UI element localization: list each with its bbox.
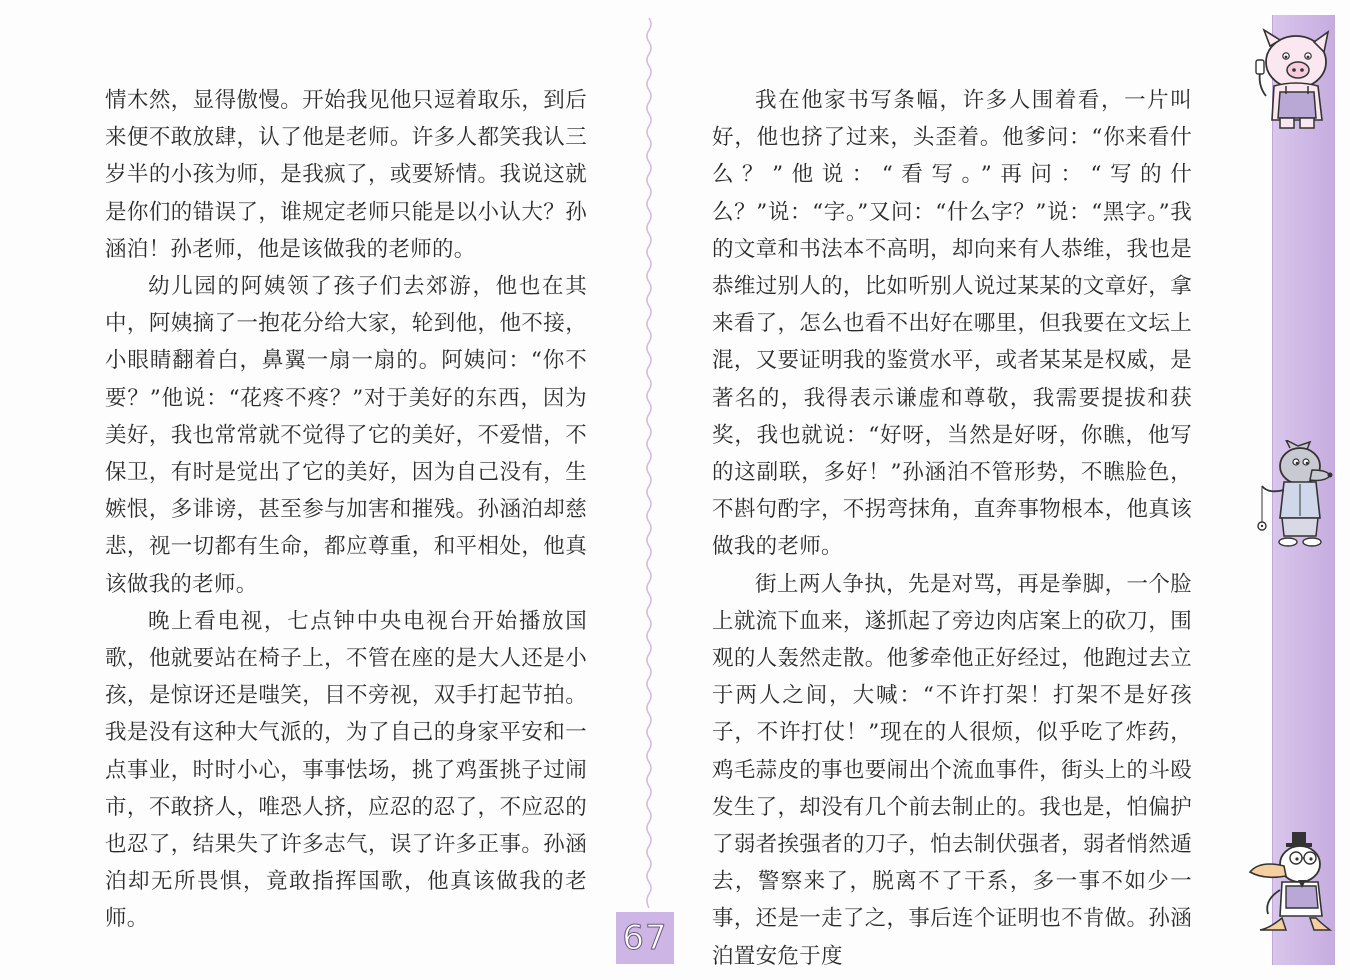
- wolf-mascot-icon: [1250, 440, 1340, 555]
- left-paragraph-1: 情木然，显得傲慢。开始我见他只逗着取乐，到后来便不敢放肆，认了他是老师。许多人都笑我认三岁半的小孩为师，是我疯了，或要矫情。我说这就是你们的错误了，谁规定老师只能是以小认大？孙涵泊！孙老师，他是该做我的老师的。: [105, 88, 587, 262]
- right-paragraph-1: 我在他家书写条幅，许多人围着看，一片叫好，他也挤了过来，头歪着。他爹问：“你来看什么？”他说：“看写。”再问：“写的什么？”说：“字。”又问：“什么字？”说：“黑字。”我的文章和书法本不高明，却向来有人恭维，我也是恭维过别人的，比如听别人说过某某的文章好，拿来看了，怎么也看不出好在哪里，但我要在文坛上混，又要证明我的鉴赏水平，或者某某是权威，是著名的，我得表示谦虚和尊敬，我需要提拔和获奖，我也就说：“好呀，当然是好呀，你瞧，他写的这副联，多好！”孙涵泊不管形势，不瞧脸色，不斟句酌字，不拐弯抹角，直奔事物根本，他真该做我的老师。: [712, 88, 1192, 560]
- page-number-box: [616, 912, 674, 964]
- book-spine-divider: [644, 18, 654, 908]
- right-page-text: [712, 82, 1192, 975]
- left-page-text: [105, 82, 587, 938]
- right-paragraph-2: 街上两人争执，先是对骂，再是拳脚，一个脸上就流下血来，遂抓起了旁边肉店案上的砍刀，围观的人轰然走散。他爹牵他正好经过，他跑过去立于两人之间，大喊：“不许打架！打架不是好孩子，不许打仗！”现在的人很烦，似乎吃了炸药，鸡毛蒜皮的事也要闹出个流血事件，街头上的斗殴发生了，却没有几个前去制止的。我也是，怕偏护了弱者挨强者的刀子，怕去制伏强者，弱者悄然遁去，警察来了，脱离不了干系，多一事不如少一事，还是一走了之，事后连个证明也不肯做。孙涵泊置安危于度: [712, 571, 1192, 969]
- left-paragraph-2: 幼儿园的阿姨领了孩子们去郊游，他也在其中，阿姨摘了一抱花分给大家，轮到他，他不接，小眼睛翻着白，鼻翼一扇一扇的。阿姨问：“你不要？”他说：“花疼不疼？”对于美好的东西，因为美好，我也常常就不觉得了它的美好，不爱惜，不保卫，有时是觉出了它的美好，因为自己没有，生嫉恨，多诽谤，甚至参与加害和摧残。孙涵泊却慈悲，视一切都有生命，都应尊重，和平相处，他真该做我的老师。: [105, 274, 587, 597]
- duck-mascot-icon: [1240, 830, 1335, 940]
- page-number: 67: [622, 918, 668, 958]
- pig-mascot-icon: [1236, 24, 1336, 134]
- left-page: [0, 0, 650, 980]
- left-paragraph-3: 晚上看电视，七点钟中央电视台开始播放国歌，他就要站在椅子上，不管在座的是大人还是小孩，是惊讶还是嗤笑，目不旁视，双手打起节拍。我是没有这种大气派的，为了自己的身家平安和一点事业，时时小心，事事怯场，挑了鸡蛋挑子过闹市，不敢挤人，唯恐人挤，应忍的忍了，不应忍的也忍了，结果失了许多志气，误了许多正事。孙涵泊却无所畏惧，竟敢指挥国歌，他真该做我的老师。: [105, 608, 587, 932]
